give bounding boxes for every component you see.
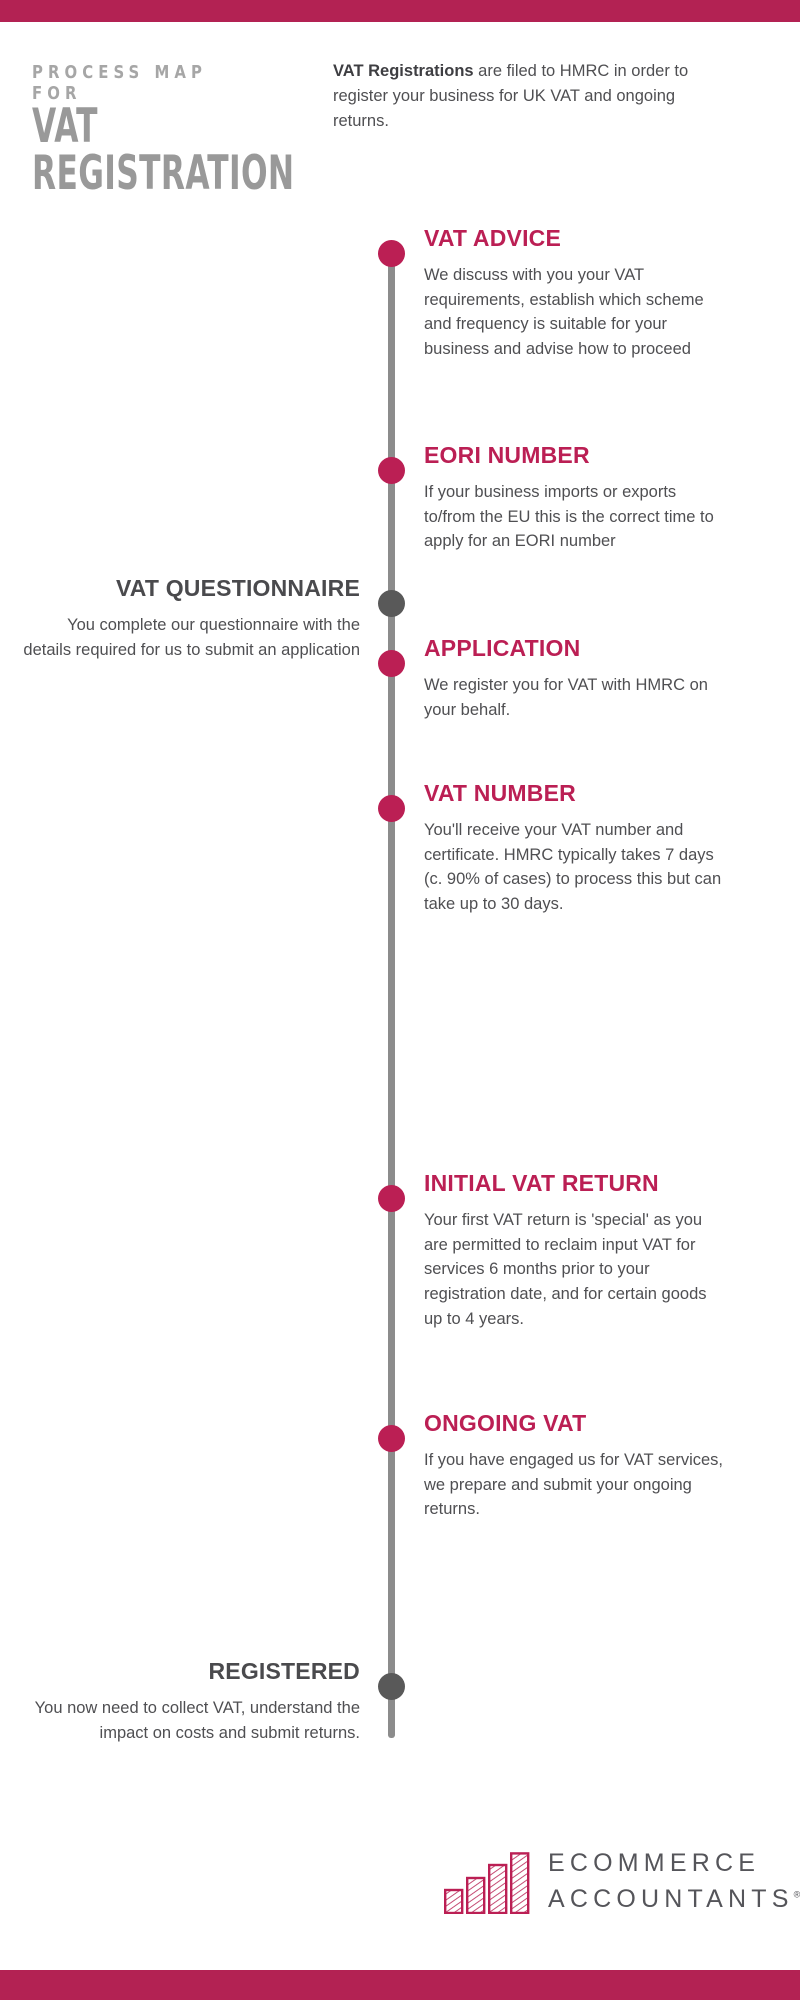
timeline-step-vat-questionnaire <box>20 576 360 662</box>
timeline-dot-initial-vat-return <box>378 1185 405 1212</box>
timeline-dot-eori-number <box>378 457 405 484</box>
step-body-vat-number: You'll receive your VAT number and certificate. HMRC typically takes 7 days (c. 90% of cases) to process this but can take up to 30 days. <box>424 820 722 913</box>
logo-line-2-text: ACCOUNTANTS <box>548 1884 794 1913</box>
bar-chart-logo-icon <box>444 1852 536 1919</box>
title-line-2: REGISTRATION <box>32 145 295 201</box>
registered-mark-icon: ® <box>793 1889 800 1900</box>
step-body-registered: You now need to collect VAT, understand the impact on costs and submit returns. <box>34 1698 360 1742</box>
intro-rest: are filed to HMRC in order to register your business for UK VAT and ongoing returns. <box>333 62 689 131</box>
company-logo <box>444 1838 800 1930</box>
step-body-ongoing-vat: If you have engaged us for VAT services, we prepare and submit your ongoing returns. <box>424 1450 723 1519</box>
timeline-step-registered <box>20 1659 360 1745</box>
timeline-dot-ongoing-vat <box>378 1425 405 1452</box>
header <box>0 55 800 201</box>
timeline-dot-registered <box>378 1673 405 1700</box>
timeline-dot-vat-advice <box>378 240 405 267</box>
step-heading-vat-number: VAT NUMBER <box>424 780 576 806</box>
logo-line-2 <box>548 1882 800 1918</box>
step-heading-initial-vat-return: INITIAL VAT RETURN <box>424 1170 659 1196</box>
timeline-dot-vat-number <box>378 795 405 822</box>
timeline-step-initial-vat-return <box>424 1171 724 1332</box>
logo-wordmark <box>548 1846 800 1917</box>
step-body-eori-number: If your business imports or exports to/from the EU this is the correct time to apply for an EORI number <box>424 482 714 551</box>
step-heading-eori-number: EORI NUMBER <box>424 442 590 468</box>
step-heading-registered: REGISTERED <box>208 1658 360 1684</box>
timeline-step-vat-number <box>424 781 724 917</box>
timeline-dot-application <box>378 650 405 677</box>
top-accent-bar <box>0 0 800 22</box>
timeline-step-vat-advice <box>424 226 724 362</box>
step-heading-ongoing-vat: ONGOING VAT <box>424 1410 587 1436</box>
title-kicker: PROCESS MAP FOR <box>32 62 208 104</box>
timeline-dot-vat-questionnaire <box>378 590 405 617</box>
page-title <box>32 62 295 201</box>
step-body-application: We register you for VAT with HMRC on your behalf. <box>424 675 708 719</box>
step-heading-application: APPLICATION <box>424 635 581 661</box>
step-heading-vat-advice: VAT ADVICE <box>424 225 562 251</box>
step-body-initial-vat-return: Your first VAT return is 'special' as you are permitted to reclaim input VAT for services 6 months prior to your registration date, and for certain goods up to 4 years. <box>424 1210 707 1328</box>
step-heading-vat-questionnaire: VAT QUESTIONNAIRE <box>115 575 360 601</box>
logo-line-1: ECOMMERCE <box>548 1849 761 1877</box>
timeline-step-ongoing-vat <box>424 1411 724 1522</box>
step-body-vat-advice: We discuss with you your VAT requirements, establish which scheme and frequency is suitable for your business and advise how to proceed <box>424 265 704 358</box>
timeline-step-eori-number <box>424 443 724 554</box>
title-line-1: VAT <box>32 99 98 155</box>
intro-paragraph <box>333 59 701 134</box>
step-body-vat-questionnaire: You complete our questionnaire with the details required for us to submit an application <box>23 615 360 659</box>
intro-lead-in: VAT Registrations <box>333 62 474 80</box>
bottom-accent-bar <box>0 1970 800 2000</box>
timeline-step-application <box>424 636 724 722</box>
